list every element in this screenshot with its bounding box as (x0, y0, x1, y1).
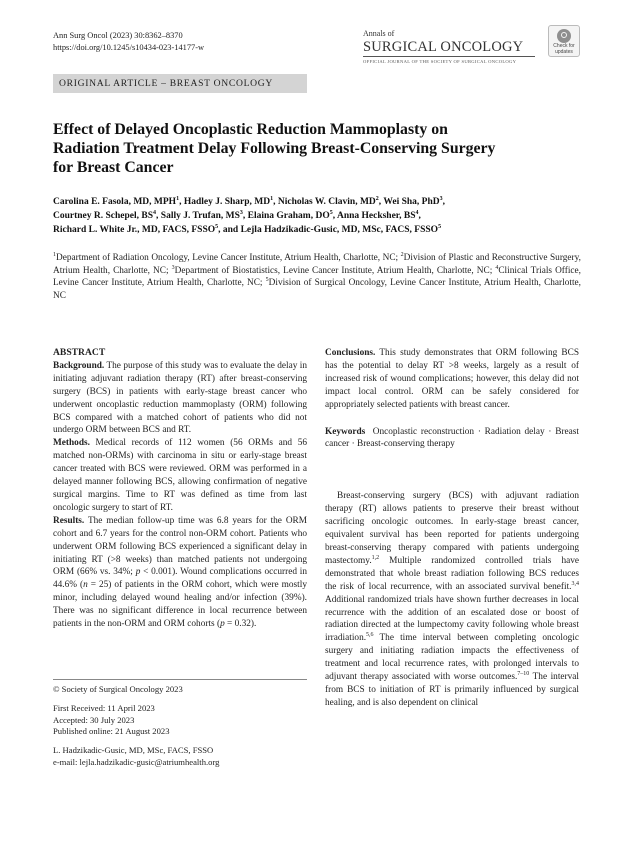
abstract-left-column (53, 347, 307, 631)
author: and Lejla Hadzikadic-Gusic, MD, MSc, FACS, FSSO$^5$ (222, 223, 442, 235)
author: Anna Hecksher, $BS^4$, (336, 209, 421, 221)
author: Carolina E. Fasola, MD, MPH$^1$, (53, 195, 184, 207)
article-footnote (53, 679, 307, 769)
journal-logo (363, 29, 535, 64)
copyright: © Society of Surgical Oncology 2023 (53, 684, 183, 694)
affiliations: $^1$Department of Radiation Oncology, Levine Cancer Institute, Atrium Health, Charlotte, NC; $^2$Division of Plastic and Reconstructive Surgery, Atrium Health, Charlotte, NC; $^3$Department of Biostatistics, Levine Cancer Institute, Atrium Health, Charlotte, NC; $^4$Clinical Trials Office, Levine Cancer Institute, Atrium Health, Charlotte, NC; $^5$Division of Surgical Oncology, Levine Cancer Institute, Atrium Health, Charlotte, NC (53, 251, 581, 301)
author: Wei Sha, PhD$^3$, (383, 195, 445, 207)
email-link[interactable]: e-mail: lejla.hadzikadic-gusic@atriumhealth.org (53, 756, 220, 767)
abstract-heading: ABSTRACT (53, 347, 106, 358)
journal-subtitle: OFFICIAL JOURNAL OF THE SOCIETY OF SURGICAL ONCOLOGY (363, 59, 517, 64)
article-title: Effect of Delayed Oncoplastic Reduction Mammoplasty on Radiation Treatment Delay Following Breast-Conserving Surgery for Breast Cancer (53, 121, 496, 177)
received-date: First Received: 11 April 2023 (53, 702, 155, 713)
abstract-methods: Methods. Medical records of 112 women (56 ORMs and 56 matched non-ORMs) with carcinoma in situ or early-stage breast cancer treated with BCS were reviewed. ORM was performed in a delayed manner following BCS, allowing confirmation of negative surgical margins. Time to RT was defined as time from last oncologic surgery to start of RT. (53, 438, 307, 513)
introduction-paragraph: Breast-conserving surgery (BCS) with adjuvant radiation therapy (RT) allows patients to preserve their breast without sacrificing oncologic outcomes. In early-stage breast cancer, equivalent survival has been reported for patients undergoing breast-conserving therapy compared with patients undergoing mastectomy.$^{1,2}$ Multiple randomized controlled trials have demonstrated that whole breast radiation following BCS reduces the risk of local recurrence, with an associated survival benefit.$^{3,4}$ Additional randomized trials have shown further decreases in local recurrence with the addition of an escalated dose or boost of radiation directed at the lumpectomy cavity following whole breast irradiation.$^{5,6}$ The time interval between completing oncologic surgery and initiating radiation impacts the effectiveness of treatment and local recurrence rates, with prolonged intervals to adjuvant therapy associated with worse outcomes.$^{7-10}$ The interval from BCS to initiation of RT is primarily influenced by surgical healing, and is also dependent on clinical (325, 491, 579, 708)
updates-icon (557, 29, 571, 43)
citation-line: Ann Surg Oncol (2023) 30:8362–8370 (53, 31, 183, 40)
doi-link[interactable]: https://doi.org/10.1245/s10434-023-14177-w (53, 42, 205, 52)
abstract-right-column (325, 347, 579, 710)
corresponding-author: L. Hadzikadic-Gusic, MD, MSc, FACS, FSSO (53, 745, 214, 756)
journal-citation (53, 30, 204, 53)
article-type: ORIGINAL ARTICLE – BREAST ONCOLOGY (59, 78, 274, 89)
author-list (53, 195, 593, 237)
abstract-background: Background. The purpose of this study was to evaluate the delay in initiating adjuvant radiation therapy (RT) after breast-conserving surgery (BCS) in patients with early-stage breast cancer who underwent oncoplastic reduction mammoplasty (ORM) following BCS compared with a matched cohort of patients who did not undergo ORM between BCS and RT. (53, 360, 307, 436)
author: Sally J. Trufan, $MS^3$, (160, 209, 248, 221)
author: Hadley J. Sharp, $MD^1$, (183, 195, 278, 207)
updates-label-2: updates (555, 48, 573, 55)
keywords: Keywords Oncoplastic reconstruction · Radiation delay · Breast cancer · Breast-conserving therapy (325, 426, 579, 450)
updates-label-1: Check for (553, 43, 575, 49)
journal-name: SURGICAL ONCOLOGY (363, 39, 535, 57)
accepted-date: Accepted: 30 July 2023 (53, 714, 135, 725)
author: Elaina Graham, $DO^5$, (247, 209, 337, 221)
author: Courtney R. Schepel, $BS^4$, (53, 209, 161, 221)
article-type-band (53, 74, 307, 93)
published-date: Published online: 21 August 2023 (53, 726, 170, 737)
journal-prefix: Annals of (363, 29, 395, 38)
abstract-conclusions: Conclusions. This study demonstrates that ORM following BCS has the potential to delay RT >8 weeks, largely as a result of increased risk of wound complications; however, this delay did not impact local control. ORM can be safely considered for appropriately selected patients with breast cancer. (325, 348, 579, 410)
abstract-results: Results. The median follow-up time was 6.8 years for the ORM cohort and 6.7 years for the control non-ORM cohort. Patients who underwent ORM following BCS experienced a significant delay in initiating RT (>8 weeks) than matched patients not undergoing ORM (66% vs. 34%; p < 0.001). Wound complications occurred in 44.6% (n = 25) of patients in the ORM cohort, which were mostly minor, including delayed wound healing and/or infection (39%). There was no significant difference in local recurrence between patients in the non-ORM and ORM cohorts (p = 0.32). (53, 515, 307, 630)
author: Richard L. White Jr., MD, FACS, FSSO$^5$, (53, 223, 223, 235)
check-for-updates-badge[interactable] (548, 25, 580, 57)
author: Nicholas W. Clavin, $MD^2$, (277, 195, 384, 207)
